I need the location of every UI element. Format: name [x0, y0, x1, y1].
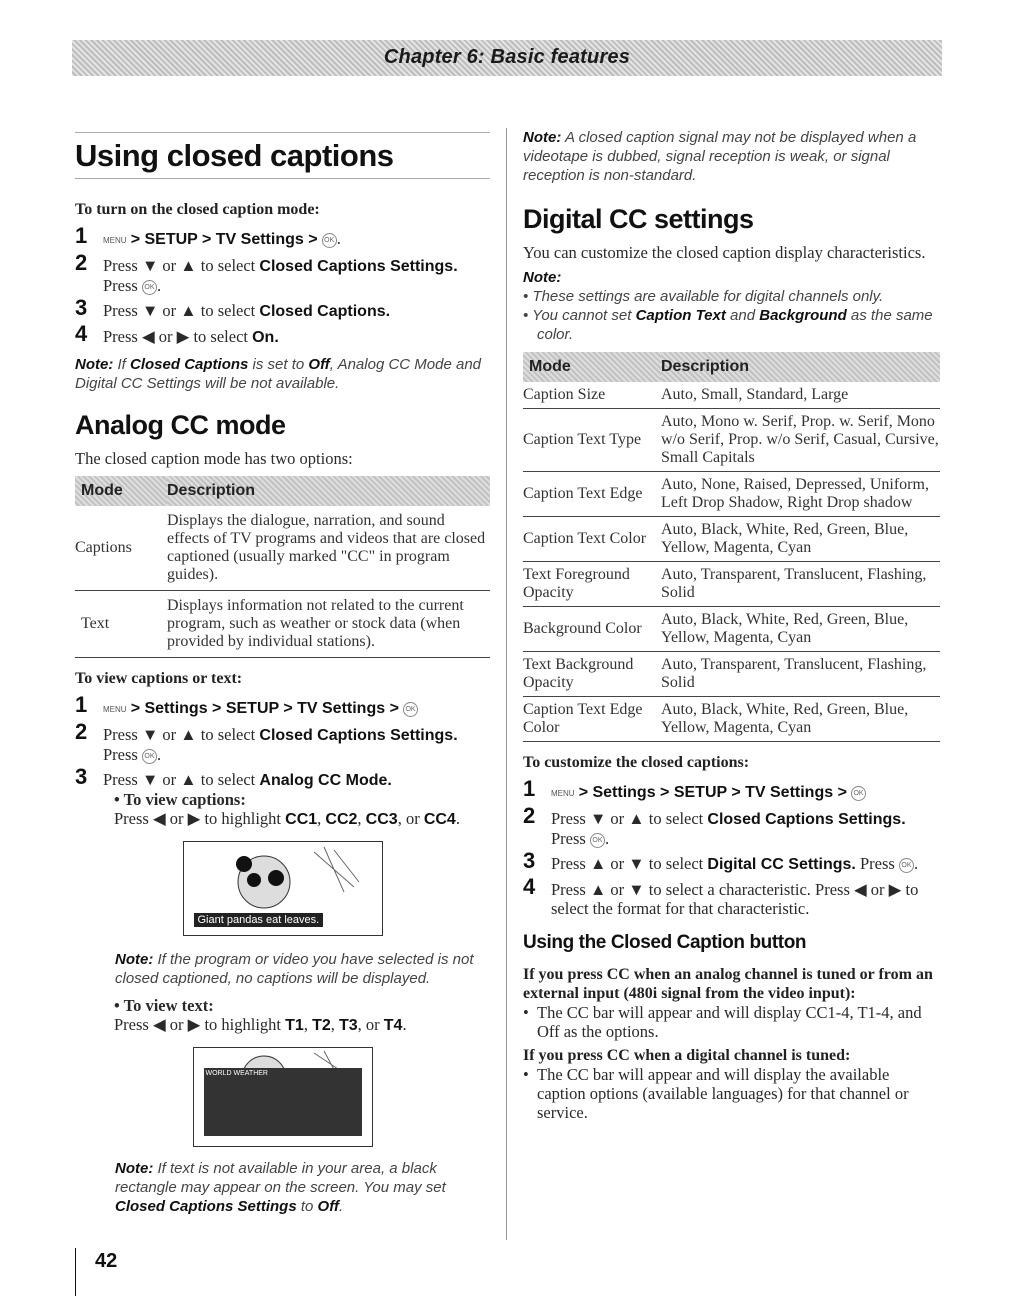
- captions-example-image: [183, 841, 383, 936]
- step-4: 4 Press ◀ or ▶ to select On.: [75, 320, 279, 346]
- ok-icon: OK: [322, 233, 337, 248]
- step-3: 3 Press ▼ or ▲ to select Closed Captions.: [75, 294, 391, 320]
- ok-icon: OK: [142, 280, 157, 295]
- ok-icon: OK: [403, 702, 418, 717]
- digital-press-lead: If you press CC when a digital channel is tuned:: [523, 1046, 851, 1064]
- table-row: Text Displays information not related to the current program, such as weather or stock data (when provided by individual stations).: [75, 591, 490, 658]
- step-2: 2 Press ▼ or ▲ to select Closed Captions Settings. Press OK .: [75, 249, 458, 295]
- table-row: Text Foreground Opacity Auto, Transparent, Translucent, Flashing, Solid: [523, 562, 940, 607]
- step-3: 3 Press ▲ or ▼ to select Digital CC Settings. Press OK .: [523, 848, 919, 874]
- digital-note-label: Note:: [523, 269, 562, 287]
- text-example-image: [193, 1047, 373, 1147]
- table-row: Background Color Auto, Black, White, Red, Green, Blue, Yellow, Magenta, Cyan: [523, 607, 940, 652]
- caption-overlay: Giant pandas eat leaves.: [194, 913, 324, 927]
- step-2: 2 Press ▼ or ▲ to select Closed Captions Settings. Press OK .: [75, 719, 458, 765]
- view-captions-instruction: Press ◀ or ▶ to highlight CC1, CC2, CC3, or CC4.: [114, 809, 460, 829]
- analog-mode-table: [75, 476, 490, 658]
- table-row: Caption Text Edge Color Auto, Black, White, Red, Green, Blue, Yellow, Magenta, Cyan: [523, 697, 940, 742]
- menu-icon: MENU: [103, 705, 127, 715]
- menu-icon: MENU: [551, 789, 575, 799]
- digital-cc-title: Digital CC settings: [523, 204, 754, 234]
- ok-icon: OK: [899, 858, 914, 873]
- menu-icon: MENU: [103, 235, 127, 245]
- view-lead: To view captions or text:: [75, 670, 243, 688]
- turn-on-lead: To turn on the closed caption mode:: [75, 201, 320, 219]
- table-row: Caption Text Edge Auto, None, Raised, Depressed, Uniform, Left Drop Shadow, Right Drop shadow: [523, 472, 940, 517]
- column-divider: [506, 128, 507, 1240]
- step-1: 1 MENU > SETUP > TV Settings > OK .: [75, 223, 341, 249]
- table-header-mode: Mode: [75, 476, 167, 506]
- view-text-instruction: Press ◀ or ▶ to highlight T1, T2, T3, or T4.: [114, 1015, 407, 1035]
- left-column: [75, 120, 490, 1216]
- analog-cc-title: Analog CC mode: [75, 409, 286, 440]
- page-title: Using closed captions: [75, 138, 394, 173]
- analog-intro: The closed caption mode has two options:: [75, 449, 353, 469]
- table-row: Captions Displays the dialogue, narration, and sound effects of TV programs and videos that are closed captioned (usually marked "CC" in program guides).: [75, 506, 490, 591]
- digital-note-bullet-1: • These settings are available for digital channels only.: [523, 288, 884, 306]
- step-1: 1 MENU > Settings > SETUP > TV Settings > OK: [523, 782, 940, 803]
- digital-intro: You can customize the closed caption display characteristics.: [523, 243, 926, 263]
- table-header-description: Description: [167, 476, 490, 506]
- digital-press-bullet: • The CC bar will appear and will display the available caption options (available languages) for that channel or service.: [523, 1065, 940, 1122]
- ok-icon: OK: [590, 833, 605, 848]
- view-captions-label: • To view captions:: [114, 790, 246, 810]
- title-rule-top: [75, 132, 490, 133]
- step-2: 2 Press ▼ or ▲ to select Closed Captions Settings. Press OK .: [523, 803, 906, 849]
- step-4: 4 Press ▲ or ▼ to select a characteristic. Press ◀ or ▶ to select the format for that characteristic.: [523, 874, 919, 919]
- analog-press-bullet: • The CC bar will appear and will display CC1-4, T1-4, and Off as the options.: [523, 1003, 940, 1041]
- table-row: Caption Text Color Auto, Black, White, Red, Green, Blue, Yellow, Magenta, Cyan: [523, 517, 940, 562]
- ok-icon: OK: [851, 786, 866, 801]
- chapter-header: [72, 40, 942, 76]
- digital-settings-table: [523, 352, 940, 742]
- table-header-mode: Mode: [523, 352, 661, 382]
- digital-note-bullet-2: • You cannot set Caption Text and Background as the same color.: [523, 307, 933, 344]
- customize-lead: To customize the closed captions:: [523, 754, 750, 772]
- table-row: Caption Size Auto, Small, Standard, Large: [523, 382, 940, 409]
- chapter-title: Chapter 6: Basic features: [383, 46, 631, 68]
- note-signal: Note: A closed caption signal may not be displayed when a videotape is dubbed, signal reception is weak, or signal reception is non-standard.: [523, 129, 917, 184]
- cc-button-title: Using the Closed Caption button: [523, 932, 807, 954]
- ok-icon: OK: [142, 749, 157, 764]
- weather-text-overlay: WORLD WEATHER: [204, 1068, 362, 1136]
- table-row: Text Background Opacity Auto, Transparent, Translucent, Flashing, Solid: [523, 652, 940, 697]
- note-closed-captions-off: Note: If Closed Captions is set to Off, Analog CC Mode and Digital CC Settings will be not available.: [75, 355, 481, 392]
- page-number-rule: [75, 1248, 76, 1296]
- page-number: 42: [95, 1250, 118, 1272]
- step-1: 1 MENU > Settings > SETUP > TV Settings > OK: [75, 698, 490, 719]
- table-header-description: Description: [661, 352, 940, 382]
- analog-press-lead: If you press CC when an analog channel is tuned or from an external input (480i signal from the video input):: [523, 965, 933, 1002]
- title-rule-bottom: [75, 178, 490, 179]
- right-column: [523, 120, 940, 1122]
- view-text-label: • To view text:: [114, 996, 214, 1016]
- step-3: 3 Press ▼ or ▲ to select Analog CC Mode.: [75, 764, 392, 790]
- table-row: Caption Text Type Auto, Mono w. Serif, Prop. w. Serif, Mono w/o Serif, Prop. w/o Serif, Casual, Cursive, Small Capitals: [523, 409, 940, 472]
- note-text-unavailable: Note: If text is not available in your area, a black rectangle may appear on the screen. You may set Closed Captions Settings to Off.: [115, 1160, 446, 1216]
- note-not-captioned: Note: If the program or video you have selected is not closed captioned, no captions will be displayed.: [115, 951, 474, 988]
